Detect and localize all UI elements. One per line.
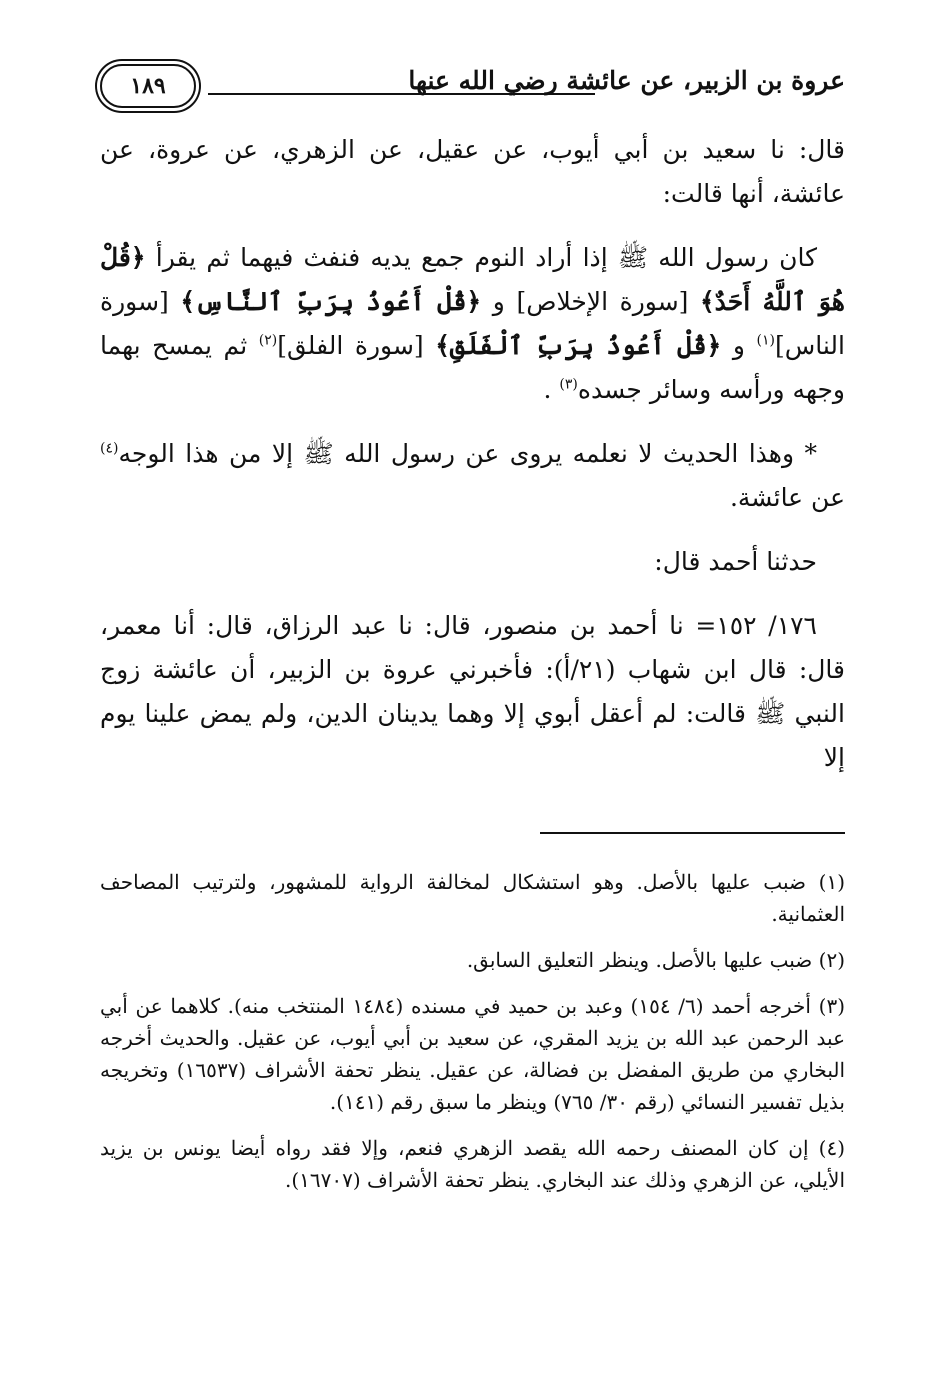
footnote-marker-4[interactable]: (٤)	[100, 440, 119, 457]
footnote-marker-1[interactable]: (١)	[756, 332, 775, 349]
footnote-separator	[540, 832, 845, 834]
conjunction: و	[732, 331, 745, 360]
comment-text-end: عن عائشة.	[729, 483, 845, 512]
footnote-2: (٢) ضبب عليها بالأصل. وينظر التعليق السابق.	[466, 948, 845, 972]
hadith-period: .	[543, 375, 552, 404]
surah-ref-ikhlas: [سورة الإخلاص] و	[492, 287, 689, 316]
paragraph-hadith-176: ١٧٦/ ١٥٢= نا أحمد بن منصور، قال: نا عبد الرزاق، قال: أنا معمر، قال: قال ابن شهاب (٢١/أ): فأخبرني عروة بن الزبير، أن عائشة زوج النبي ﷺ قالت: لم أعقل أبوي إلا وهما يدينان الدين، ولم يمض علينا يوم إلا	[100, 611, 845, 772]
hadith-text-end: ثم يمسح بهما وجهه ورأسه وسائر جسده	[100, 331, 845, 404]
footnote-marker-3[interactable]: (٣)	[559, 376, 578, 393]
page-header	[100, 62, 845, 112]
hadith-text: كان رسول الله ﷺ إذا أراد النوم جمع يديه فنفث فيهما ثم يقرأ	[155, 243, 817, 272]
paragraph-haddathana: حدثنا أحمد قال:	[654, 547, 817, 576]
footnote-4: (٤) إن كان المصنف رحمه الله يقصد الزهري فنعم، وإلا فقد رواه أيضا يونس بن يزيد الأيلي، عن الزهري وذلك عند البخاري. ينظر تحفة الأشراف (١٦٧٠٧).	[100, 1136, 845, 1192]
quran-verse-falaq: ﴿قُلْ أَعُوذُ بِرَبِّ ٱلْفَلَقِ﴾	[435, 331, 722, 360]
quran-verse-ikhlas: ﴿قُلْ هُوَ ٱللَّهُ أَحَدٌ﴾	[100, 243, 845, 316]
paragraph-isnad: قال: نا سعيد بن أبي أيوب، عن عقيل، عن الزهري، عن عروة، عن عائشة، أنها قالت:	[100, 135, 845, 208]
comment-text: * وهذا الحديث لا نعلمه يروى عن رسول الله ﷺ إلا من هذا الوجه	[118, 439, 817, 468]
footnote-3: (٣) أخرجه أحمد (٦/ ١٥٤) وعبد بن حميد في مسنده (١٤٨٤ المنتخب منه). كلاهما عن أبي عبد الرحمن عبد الله بن يزيد المقري، عن سعيد بن أبي أيوب، عن عقيل. والحديث أخرجه البخاري من طريق المفضل بن فضالة، عن عقيل. ينظر تحفة الأشراف (١٦٥٣٧) وتخريجه بذيل تفسير النسائي (رقم ٣٠/ ٧٦٥) وينظر ما سبق رقم (١٤١).	[100, 994, 846, 1114]
footnote-1: (١) ضبب عليها بالأصل. وهو استشكال لمخالفة الرواية للمشهور، ولترتيب المصاحف العثمانية.	[100, 870, 845, 926]
surah-ref-nas: [سورة الناس]	[100, 287, 845, 360]
header-rule	[208, 93, 595, 95]
footnotes	[100, 866, 845, 1210]
running-title: عروة بن الزبير، عن عائشة رضي الله عنها	[408, 66, 845, 95]
paragraph-hadith	[100, 236, 845, 412]
page-number-badge: ١٨٩	[100, 64, 196, 108]
main-text	[100, 128, 845, 800]
footnote-marker-2[interactable]: (٢)	[258, 332, 278, 349]
paragraph-comment	[100, 432, 845, 520]
surah-ref-falaq: [سورة الفلق]	[277, 331, 424, 360]
quran-verse-nas: ﴿قُلْ أَعُوذُ بِرَبِّ ٱلنَّاسِ﴾	[180, 287, 482, 316]
